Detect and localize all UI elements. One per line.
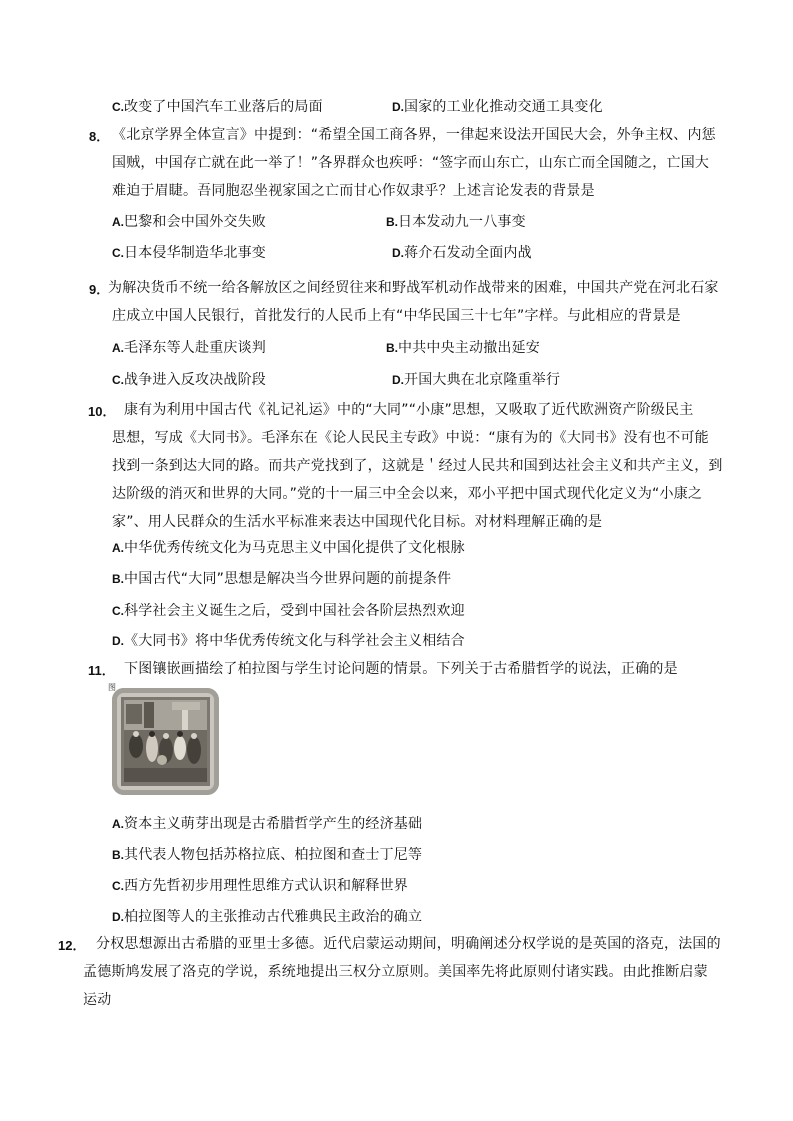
option-label: D.: [112, 910, 124, 924]
option-text: 改变了中国汽车工业落后的局面: [124, 99, 323, 115]
q8-option-d: [392, 242, 532, 262]
question-12-line: 分权思想源出古希腊的亚里士多德。近代启蒙运动期间，明确阐述分权学说的是英国的洛克，法国的: [96, 936, 721, 952]
q10-option-a: [112, 537, 465, 557]
option-label: D.: [392, 246, 404, 260]
option-label: C.: [112, 246, 124, 260]
question-8-number: 8．: [89, 129, 110, 144]
question-12-number: 12．: [58, 938, 86, 953]
q8-option-c: [112, 242, 266, 262]
q9-option-d: [392, 369, 560, 389]
question-11-line: 下图镶嵌画描绘了柏拉图与学生讨论问题的情景。下列关于古希腊哲学的说法，正确的是: [124, 661, 678, 677]
option-label: C.: [112, 100, 124, 114]
option-text: 西方先哲初步用理性思维方式认识和解释世界: [124, 878, 408, 894]
option-label: B.: [112, 848, 124, 862]
q11-option-c: [112, 875, 408, 895]
q11-option-b: [112, 844, 422, 864]
q9-option-b: [386, 337, 540, 357]
question-9-number: 9．: [89, 282, 110, 297]
question-9-line: 为解决货币不统一给各解放区之间经贸往来和野战军机动作战带来的困难，中国共产党在河北石家: [108, 280, 719, 296]
q9-option-a: [112, 337, 266, 357]
q8-option-b: [386, 211, 526, 231]
plato-mosaic-image: [112, 688, 219, 795]
option-text: 《大同书》将中华优秀传统文化与科学社会主义相结合: [124, 633, 465, 649]
question-12-line: 运动: [83, 992, 112, 1008]
option-text: 中国古代“大同”思想是解决当今世界问题的前提条件: [124, 571, 452, 587]
option-text: 科学社会主义诞生之后，受到中国社会各阶层热烈欢迎: [124, 603, 465, 619]
option-label: A.: [112, 215, 124, 229]
option-label: B.: [386, 341, 398, 355]
option-text: 资本主义萌芽出现是古希腊哲学产生的经济基础: [124, 816, 423, 832]
option-label: C.: [112, 604, 124, 618]
option-label: B.: [386, 215, 398, 229]
figure-caption: 图: [108, 683, 116, 692]
question-10-line: 找到一条到达大同的路。而共产党找到了，这就是＇经过人民共和国到达社会主义和共产主义，到: [112, 458, 723, 474]
q10-option-c: [112, 600, 465, 620]
question-10-line: 家”、用人民群众的生活水平标准来表达中国现代化目标。对材料理解正确的是: [112, 514, 603, 530]
option-text: 日本侵华制造华北事变: [124, 245, 266, 261]
option-label: D.: [392, 373, 404, 387]
question-10-number: 10．: [88, 404, 116, 419]
question-10-line: 康有为利用中国古代《礼记礼运》中的“大同”“小康”思想，又吸取了近代欧洲资产阶级民主: [124, 402, 694, 418]
q9-option-c: [112, 369, 266, 389]
option-label: C.: [112, 373, 124, 387]
option-label: A.: [112, 541, 124, 555]
option-text: 日本发动九一八事变: [398, 214, 526, 230]
option-text: 柏拉图等人的主张推动古代雅典民主政治的确立: [124, 909, 423, 925]
option-label: A.: [112, 341, 124, 355]
option-text: 中共中央主动撤出延安: [398, 340, 540, 356]
q10-option-b: [112, 568, 451, 588]
q7-option-c: [112, 96, 323, 116]
q10-option-d: [112, 630, 465, 650]
question-8-line: 国贼，中国存亡就在此一举了！”各界群众也疾呼：“签字而山东亡，山东亡而全国随之，亡国大: [112, 155, 710, 171]
option-text: 国家的工业化推动交通工具变化: [404, 99, 603, 115]
q8-option-a: [112, 211, 266, 231]
option-label: A.: [112, 817, 124, 831]
question-8-line: 难迫于眉睫。吾同胞忍坐视家国之亡而甘心作奴隶乎？上述言论发表的背景是: [112, 183, 595, 199]
mosaic-illustration: [112, 688, 219, 795]
option-text: 开国大典在北京隆重举行: [404, 372, 561, 388]
option-text: 蒋介石发动全面内战: [404, 245, 532, 261]
option-text: 巴黎和会中国外交失败: [124, 214, 266, 230]
q7-option-d: [392, 96, 603, 116]
q11-option-d: [112, 906, 422, 926]
question-10-line: 思想，写成《大同书》。毛泽东在《论人民民主专政》中说：“康有为的《大同书》没有也不可能: [112, 430, 709, 446]
option-label: C.: [112, 879, 124, 893]
option-text: 毛泽东等人赴重庆谈判: [124, 340, 266, 356]
option-label: B.: [112, 572, 124, 586]
option-label: D.: [112, 634, 124, 648]
question-9-line: 庄成立中国人民银行，首批发行的人民币上有“中华民国三十七年”字样。与此相应的背景是: [112, 308, 681, 324]
question-10-line: 达阶级的消灭和世界的大同。”党的十一届三中全会以来，邓小平把中国式现代化定义为“小康之: [112, 486, 703, 502]
option-text: 中华优秀传统文化为马克思主义中国化提供了文化根脉: [124, 540, 465, 556]
question-11-number: 11．: [88, 663, 115, 678]
option-text: 其代表人物包括苏格拉底、柏拉图和查士丁尼等: [124, 847, 423, 863]
q11-option-a: [112, 813, 422, 833]
question-12-line: 孟德斯鸠发展了洛克的学说，系统地提出三权分立原则。美国率先将此原则付诸实践。由此推断启蒙: [83, 964, 708, 980]
option-text: 战争进入反攻决战阶段: [124, 372, 266, 388]
option-label: D.: [392, 100, 404, 114]
question-8-line: 《北京学界全体宣言》中提到：“希望全国工商各界，一律起来设法开国民大会，外争主权、内惩: [112, 127, 716, 143]
